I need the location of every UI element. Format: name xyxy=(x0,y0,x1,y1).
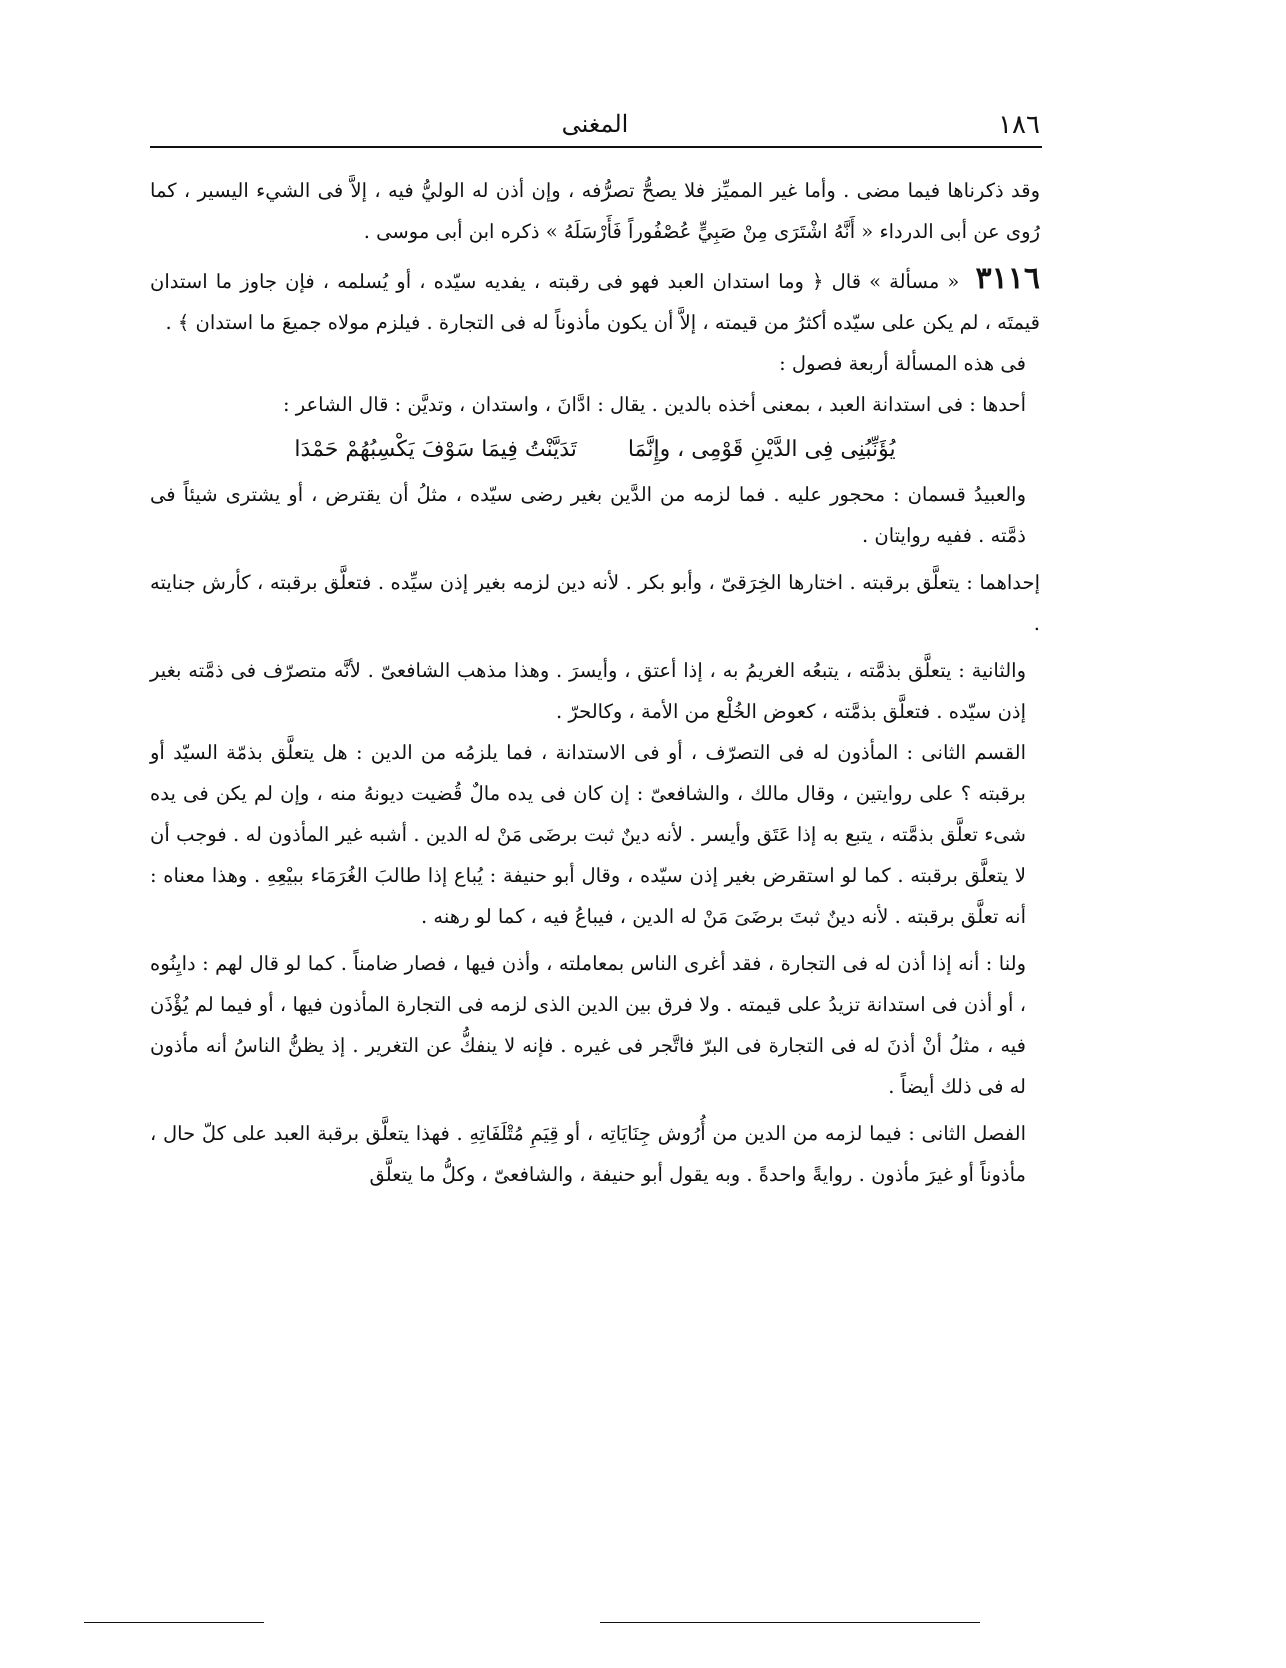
paragraph-second-narration: والثانية : يتعلَّق بذمَّته ، يتبعُه الغريمُ به ، إذا أعتق ، وأيسرَ . وهذا مذهب الشافعىّ . لأنَّه متصرّف فى ذمَّته بغير إذن سيّده . فتعلَّق بذمَّته ، كعوض الخُلْع من الأمة ، وكالحرّ . xyxy=(150,659,1026,723)
paragraph-four-sections: فى هذه المسألة أربعة فصول : xyxy=(779,352,1026,375)
book-title: المغنى xyxy=(561,110,629,138)
paragraph-slaves-types: والعبيدُ قسمان : محجور عليه . فما لزمه من الدَّين بغير رضى سيّده ، مثلُ أن يقترض ، أو يشترى شيئاً فى ذمَّته . ففيه روايتان . xyxy=(150,483,1026,547)
paragraph-second-category: القسم الثانى : المأذون له فى التصرّف ، أو فى الاستدانة ، فما يلزمُه من الدين : هل يتعلَّق بذمّة السيّد أو برقبته ؟ على روايتين ، وقال مالك ، والشافعىّ : إن كان فى يده مالٌ قُضيت ديونهُ منه ، وإن لم يكن فى يده شىء تعلَّق بذمَّته ، يتبع به إذا عَتَق وأيسر . لأنه دينٌ ثبت برضَى مَنْ له الدين . أشبه غير المأذون له . فوجب أن لا يتعلَّق برقبته . كما لو استقرض بغير إذن سيّده ، وقال أبو حنيفة : يُباع إذا طالبَ الغُرَمَاء ببيْعِهِ . وهذا معناه : أنه تعلَّق برقبته . لأنه دينٌ ثبتَ برضَىَ مَنْ له الدين ، فيباعُ فيه ، كما لو رهنه . xyxy=(150,741,1026,928)
paragraph-masala xyxy=(150,258,1040,343)
paragraph-first-section: أحدها : فى استدانة العبد ، بمعنى أخذه بالدين . يقال : ادَّانَ ، واستدان ، وتديَّن : قال الشاعر : xyxy=(282,393,1026,416)
poem-verse xyxy=(150,425,1040,474)
paragraph-second-section: الفصل الثانى : فيما لزمه من الدين من أُرُوش جِنَايَاتِه ، أو قِيَمِ مُتْلَفَاتِهِ . فهذا يتعلَّق برقبة العبد على كلّ حال ، مأذوناً أو غيرَ مأذون . روايةً واحدةً . وبه يقول أبو حنيفة ، والشافعىّ ، وكلُّ ما يتعلَّق xyxy=(150,1122,1026,1186)
paragraph-opening: وقد ذكرناها فيما مضى . وأما غير المميِّز فلا يصحُّ تصرُّفه ، وإن أذن له الوليُّ فيه ، إلاَّ فى الشيء اليسير ، كما رُوى عن أبى الدرداء « أَنَّهُ اشْتَرَى مِنْ صَبِيٍّ عُصْفُوراً فَأَرْسَلَهُ » ذكره ابن أبى موسى . xyxy=(150,179,1040,243)
paragraph-our-argument: ولنا : أنه إذا أذن له فى التجارة ، فقد أغرى الناس بمعاملته ، وأذن فيها ، فصار ضامناً . كما لو قال لهم : دايِنُوه ، أو أذن فى استدانة تزيدُ على قيمته . ولا فرق بين الدين الذى لزمه فى التجارة المأذون فيها ، أو فيما لم يُؤْذَن فيه ، مثلُ أنْ أذنَ له فى التجارة فى البرّ فاتَّجر فى غيره . فإنه لا ينفكُّ عن التغرير . إذ يظنُّ الناسُ أنه مأذون له فى ذلك أيضاً . xyxy=(150,952,1026,1098)
footer-rule-right xyxy=(600,1622,980,1623)
page-header xyxy=(150,104,1040,144)
page-body xyxy=(150,170,1040,1195)
masala-number: ٣١١٦ xyxy=(975,261,1040,296)
paragraph-first-narration: إحداهما : يتعلَّق برقبته . اختارها الخِرَقىّ ، وأبو بكر . لأنه دين لزمه بغير إذن سيِّده . فتعلَّق برقبته ، كأرش جنايته . xyxy=(150,571,1040,635)
verse-second-hemistich: تَدَيَّنْتُ فِيمَا سَوْفَ يَكْسِبُهُمْ حَمْدَا xyxy=(294,437,577,462)
header-rule xyxy=(150,146,1042,148)
verse-first-hemistich: يُؤَنِّبُنِى فِى الدَّيْنِ قَوْمِى ، وإِنَّمَا xyxy=(627,437,896,462)
masala-text: « مسألة » قال ﴿ وما استدان العبد فهو فى رقبته ، يفديه سيّده ، أو يُسلمه ، فإن جاوز ما استدان قيمتَه ، لم يكن على سيّده أكثرُ من قيمته ، إلاَّ أن يكون مأذوناً له فى التجارة . فيلزم مولاه جميعَ ما استدان ﴾ . xyxy=(150,270,1040,334)
footer-rule-left xyxy=(84,1622,264,1623)
page-number: ١٨٦ xyxy=(998,110,1040,140)
